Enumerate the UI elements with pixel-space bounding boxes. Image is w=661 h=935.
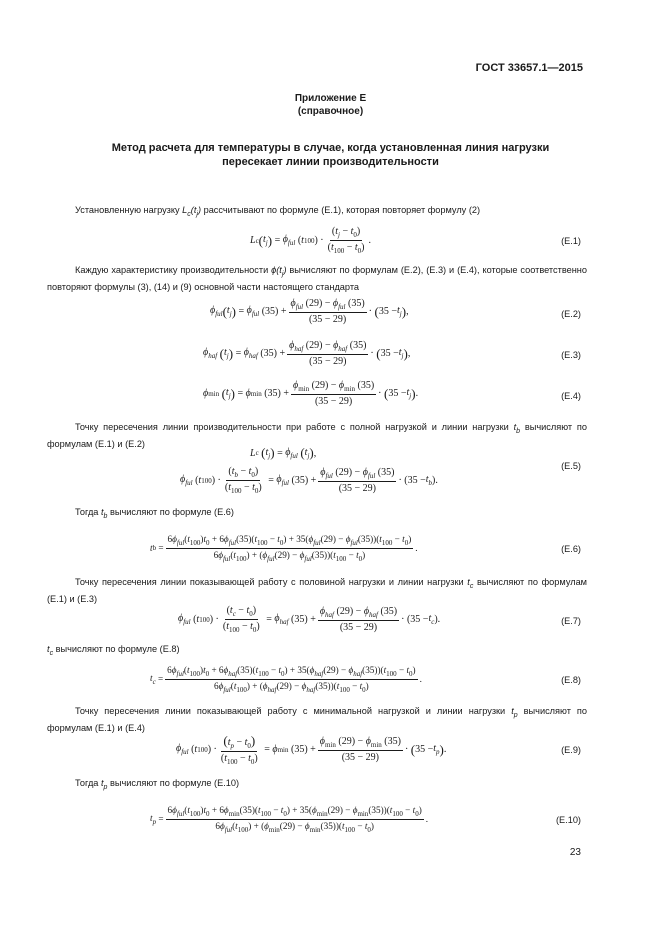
formula-e6: t b = $6\phi_{ful}(t_{100})t_0 + 6\phi_{ful}(35)(t_{100} - t_0) + 35(\phi_{ful}(29) - \phi_{ful}(35))(t_{100} - t_0)$ $6\phi_{ful}(t_{100}) + (\phi_{ful}(29) - \phi_{ful}(35))(t_{100} - t_0)$ . — [150, 534, 418, 563]
section-title-line2: пересекает линии производительности — [222, 156, 439, 168]
symbol-phi-tj: $\phi(t_j)$ — [271, 265, 287, 278]
paragraph-then-tb: Тогда $t_b$ вычисляют по формуле (Е.6) — [75, 507, 234, 520]
symbol-tc: $t_c$ — [467, 577, 474, 590]
eq-number-e2: (Е.2) — [561, 309, 581, 319]
page-number: 23 — [569, 847, 581, 858]
formula-e10: $t_p$ = $6\phi_{ful}(t_{100})t_0 + 6\phi_{min}(35)(t_{100} - t_0) + 35(\phi_{min}(29) - \phi_{min}(35))(t_{100} - t_0)$ $6\phi_{ful}(t_{100}) + (\phi_{min}(29) - \phi_{min}(35))(t_{100} - t_0)$ . — [150, 805, 429, 834]
formula-e9: $\phi_{ful}$ ( t 100 ) · $\frac{(t_p - t_0)}{(t_{100} - t_0)}$ = ϕ min (35) + $\frac{\phi_{min} (29) - \phi_{min} (35)}{(35 - 29)}$ · ( 35 − $t_p$ ) . — [176, 733, 447, 766]
symbol-lc-tj: $L_c(t_j)$ — [182, 205, 202, 218]
paragraph-then-tp: Тогда $t_p$ вычисляют по формуле (Е.10) — [75, 778, 240, 791]
annex-title: Приложение Е — [294, 93, 367, 104]
formula-e5-line1: L c ( $t_j$ ) = $\phi_{ful}$ ( $t_j$ ) , — [250, 445, 317, 460]
symbol-tp: $t_p$ — [511, 706, 518, 719]
symbol-tp: $t_p$ — [100, 778, 108, 791]
eq-number-e7: (Е.7) — [561, 616, 581, 626]
section-title — [0, 141, 661, 169]
eq-number-e1: (Е.1) — [561, 236, 581, 246]
symbol-tb: $t_b$ — [100, 507, 108, 520]
formula-e5-line2: $\phi_{ful}$ ( t 100 ) · $\frac{(t_b - t_0)}{(t_{100} - t_0)}$ = $\phi_{ful}$ (35) + $\frac{\phi_{ful} (29) - \phi_{ful} (35)}{(35 - 29)}$ · (35 − $t_b$ ). — [180, 466, 438, 495]
symbol-tc: $t_c$ — [47, 644, 54, 657]
paragraph-performance: Каждую характеристику производительности $\phi(t_j)$ вычисляют по формулам (Е.2), (Е.3) и (Е.4), которые соответственно повторяют формулы (3), (14) и (9) основной части настоящего стандарта — [47, 265, 587, 292]
eq-number-e8: (Е.8) — [561, 675, 581, 685]
eq-number-e3: (Е.3) — [561, 350, 581, 360]
formula-e2: $\phi_{ful}$ ( $t_j$ ) = $\phi_{ful}$ (35) + $\frac{\phi_{ful} (29) - \phi_{ful} (35)}{(35 - 29)}$ · ( 35 − $t_j$ ) , — [210, 298, 409, 325]
section-title-line1: Метод расчета для температуры в случае, когда установленная линия нагрузки — [111, 142, 550, 154]
eq-number-e6: (Е.6) — [561, 544, 581, 554]
formula-e3: $\phi_{hаf}$ ( $t_j$ ) = $\phi_{hаf}$ (35) + $\frac{\phi_{hаf} (29) - \phi_{hаf} (35)}{(35 - 29)}$ · ( 35 − $t_j$ ) , — [203, 340, 411, 367]
paragraph-intersection-min: Точку пересечения линии показывающей работу с минимальной нагрузкой и линии нагрузки $t_p$ вычисляют по формулам (Е.1) и (Е.4) — [47, 706, 587, 733]
paragraph-tc-formula: $t_c$ вычисляют по формуле (Е.8) — [47, 644, 180, 657]
formula-e7: $\phi_{ful}$ ( t 100 ) · $\frac{(t_c - t_0)}{(t_{100} - t_0)}$ = $\phi_{hаf}$ (35) + $\frac{\phi_{hаf} (29) - \phi_{hаf} (35)}{(35 - 29)}$ · (35 − $t_c$ ). — [178, 605, 441, 634]
annex-heading — [0, 92, 661, 118]
paragraph-intersection-half: Точку пересечения линии показывающей работу с половиной нагрузки и линии нагрузки $t_c$ вычисляют по формулам (Е.1) и (Е.3) — [47, 577, 587, 604]
eq-number-e5: (Е.5) — [561, 461, 581, 471]
eq-number-e9: (Е.9) — [561, 745, 581, 755]
eq-number-e10: (Е.10) — [555, 815, 581, 825]
symbol-tb: $t_b$ — [513, 422, 521, 435]
formula-e4: ϕ min ( $t_j$ ) = ϕ min (35) + $\frac{\phi_{min} (29) - \phi_{min} (35)}{(35 - 29)}$ · ( 35 − $t_j$ ) . — [203, 380, 419, 407]
standard-header: ГОСТ 33657.1—2015 — [475, 62, 583, 74]
annex-note: (справочное) — [297, 106, 364, 117]
formula-e8: $t_c$ = $6\phi_{ful}(t_{100})t_0 + 6\phi_{hаf}(35)(t_{100} - t_0) + 35(\phi_{hаf}(29) - \phi_{hаf}(35))(t_{100} - t_0)$ $6\phi_{ful}(t_{100}) + (\phi_{hаf}(29) - \phi_{hаf}(35))(t_{100} - t_0)$ . — [150, 665, 422, 694]
formula-e1: L c ( $t_j$ ) = $\phi_{ful}$ ( t 100 ) · $\frac{(t_j - t_0)}{(t_{100} - t_0)}$ . — [250, 226, 371, 255]
paragraph-load: Установленную нагрузку $L_c(t_j)$ рассчитывают по формуле (Е.1), которая повторяет формулу (2) — [75, 205, 481, 218]
paragraph-intersection-full: Точку пересечения линии производительности при работе с полной нагрузкой и линии нагрузки $t_b$ вычисляют по формулам (Е.1) и (Е.2) — [47, 422, 587, 449]
eq-number-e4: (Е.4) — [561, 391, 581, 401]
